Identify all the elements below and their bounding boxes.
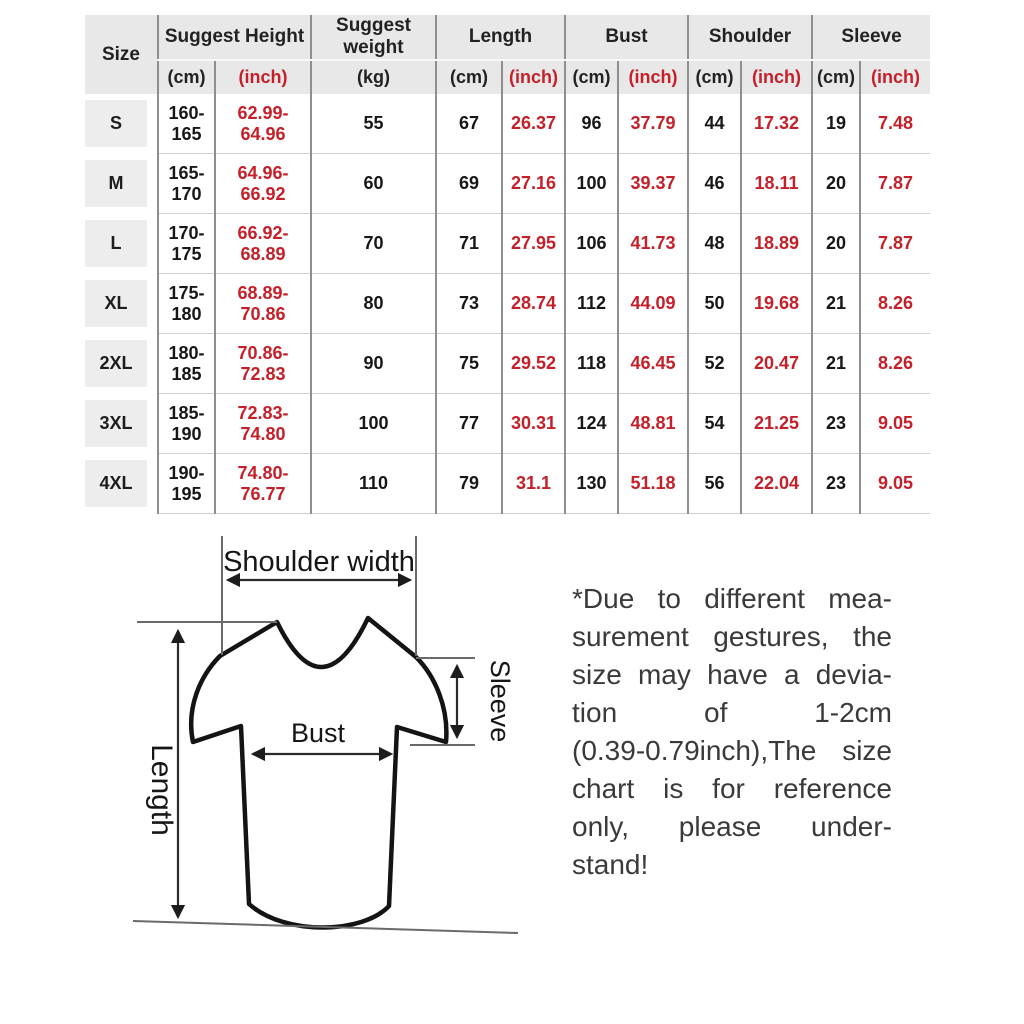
unit-shoulder-inch: (inch): [741, 60, 812, 94]
cell-sleeve-cm: 23: [812, 454, 860, 514]
cell-height-cm: 180-185: [158, 334, 215, 394]
table-row: [85, 154, 930, 214]
cell-bust-inch: 41.73: [618, 214, 688, 274]
col-header-bust: Bust: [565, 15, 688, 60]
cell-shoulder-cm: 48: [688, 214, 741, 274]
bust-label: Bust: [290, 718, 346, 748]
size-table-body: [85, 94, 930, 514]
cell-length-inch: 27.95: [502, 214, 565, 274]
cell-size: [85, 394, 158, 454]
cell-weight-kg: 110: [311, 454, 436, 514]
cell-shoulder-cm: 52: [688, 334, 741, 394]
cell-bust-cm: 118: [565, 334, 618, 394]
table-row: [85, 334, 930, 394]
note-line: size may have a devia-: [572, 659, 892, 690]
cell-length-cm: 69: [436, 154, 502, 214]
table-row: [85, 394, 930, 454]
cell-sleeve-inch: 7.87: [860, 214, 930, 274]
size-chart-table: [85, 15, 930, 514]
cell-height-cm: 175-180: [158, 274, 215, 334]
table-row: [85, 454, 930, 514]
cell-sleeve-inch: 9.05: [860, 454, 930, 514]
unit-sleeve-inch: (inch): [860, 60, 930, 94]
cell-shoulder-inch: 20.47: [741, 334, 812, 394]
length-label: Length: [145, 744, 178, 836]
cell-bust-inch: 44.09: [618, 274, 688, 334]
cell-length-cm: 71: [436, 214, 502, 274]
cell-height-cm: 185-190: [158, 394, 215, 454]
table-row: [85, 214, 930, 274]
cell-size: [85, 274, 158, 334]
cell-shoulder-cm: 46: [688, 154, 741, 214]
unit-sleeve-cm: (cm): [812, 60, 860, 94]
unit-shoulder-cm: (cm): [688, 60, 741, 94]
length-guide-bottom: [133, 921, 518, 933]
measurement-note: [572, 580, 892, 884]
size-chip: M: [85, 160, 147, 207]
cell-height-inch: 74.80-76.77: [215, 454, 311, 514]
col-header-length: Length: [436, 15, 565, 60]
cell-shoulder-cm: 44: [688, 94, 741, 154]
cell-shoulder-cm: 54: [688, 394, 741, 454]
cell-shoulder-inch: 17.32: [741, 94, 812, 154]
cell-weight-kg: 80: [311, 274, 436, 334]
col-header-sleeve: Sleeve: [812, 15, 930, 60]
cell-bust-inch: 46.45: [618, 334, 688, 394]
cell-bust-inch: 37.79: [618, 94, 688, 154]
cell-height-inch: 64.96-66.92: [215, 154, 311, 214]
cell-height-cm: 160-165: [158, 94, 215, 154]
cell-bust-cm: 124: [565, 394, 618, 454]
unit-height-cm: (cm): [158, 60, 215, 94]
cell-shoulder-inch: 22.04: [741, 454, 812, 514]
cell-length-cm: 75: [436, 334, 502, 394]
cell-sleeve-cm: 20: [812, 214, 860, 274]
cell-size: [85, 214, 158, 274]
cell-height-inch: 70.86-72.83: [215, 334, 311, 394]
cell-bust-inch: 51.18: [618, 454, 688, 514]
unit-bust-inch: (inch): [618, 60, 688, 94]
cell-sleeve-inch: 7.48: [860, 94, 930, 154]
cell-bust-cm: 112: [565, 274, 618, 334]
cell-height-cm: 170-175: [158, 214, 215, 274]
cell-length-inch: 28.74: [502, 274, 565, 334]
cell-length-inch: 29.52: [502, 334, 565, 394]
cell-height-cm: 165-170: [158, 154, 215, 214]
note-line: (0.39-0.79inch),The size: [572, 735, 892, 766]
unit-bust-cm: (cm): [565, 60, 618, 94]
col-header-suggest-weight: Suggest weight: [311, 15, 436, 60]
cell-shoulder-inch: 18.89: [741, 214, 812, 274]
note-line: surement gestures, the: [572, 621, 892, 652]
cell-weight-kg: 100: [311, 394, 436, 454]
cell-length-cm: 67: [436, 94, 502, 154]
col-header-shoulder: Shoulder: [688, 15, 812, 60]
col-header-size: Size: [85, 15, 158, 94]
cell-bust-inch: 48.81: [618, 394, 688, 454]
cell-sleeve-cm: 23: [812, 394, 860, 454]
cell-sleeve-cm: 20: [812, 154, 860, 214]
cell-length-inch: 27.16: [502, 154, 565, 214]
note-line: tion of 1-2cm: [572, 697, 892, 728]
size-chip: XL: [85, 280, 147, 327]
cell-bust-cm: 96: [565, 94, 618, 154]
note-line: *Due to different mea-: [572, 583, 892, 614]
cell-bust-cm: 106: [565, 214, 618, 274]
cell-sleeve-inch: 9.05: [860, 394, 930, 454]
cell-shoulder-cm: 50: [688, 274, 741, 334]
unit-height-inch: (inch): [215, 60, 311, 94]
cell-size: [85, 154, 158, 214]
size-chip: 4XL: [85, 460, 147, 507]
cell-sleeve-cm: 19: [812, 94, 860, 154]
cell-sleeve-inch: 8.26: [860, 274, 930, 334]
cell-height-inch: 66.92-68.89: [215, 214, 311, 274]
cell-bust-cm: 130: [565, 454, 618, 514]
cell-length-inch: 26.37: [502, 94, 565, 154]
cell-size: [85, 334, 158, 394]
cell-length-inch: 30.31: [502, 394, 565, 454]
table-row: [85, 94, 930, 154]
cell-size: [85, 94, 158, 154]
cell-length-cm: 79: [436, 454, 502, 514]
unit-length-inch: (inch): [502, 60, 565, 94]
note-line: only, please under-: [572, 811, 892, 842]
size-chip: 2XL: [85, 340, 147, 387]
size-chip: L: [85, 220, 147, 267]
note-line: chart is for reference: [572, 773, 892, 804]
cell-weight-kg: 70: [311, 214, 436, 274]
cell-shoulder-inch: 19.68: [741, 274, 812, 334]
cell-height-cm: 190-195: [158, 454, 215, 514]
col-header-suggest-height: Suggest Height: [158, 15, 311, 60]
note-line: stand!: [572, 849, 649, 880]
cell-weight-kg: 60: [311, 154, 436, 214]
unit-length-cm: (cm): [436, 60, 502, 94]
cell-bust-cm: 100: [565, 154, 618, 214]
cell-length-inch: 31.1: [502, 454, 565, 514]
shoulder-width-label: Shoulder width: [223, 546, 415, 578]
cell-height-inch: 68.89-70.86: [215, 274, 311, 334]
cell-height-inch: 62.99-64.96: [215, 94, 311, 154]
tshirt-measure-diagram: [85, 530, 605, 1000]
size-chip: 3XL: [85, 400, 147, 447]
cell-shoulder-inch: 18.11: [741, 154, 812, 214]
cell-height-inch: 72.83-74.80: [215, 394, 311, 454]
tshirt-outline: [191, 618, 446, 928]
cell-sleeve-inch: 8.26: [860, 334, 930, 394]
size-table-section: [85, 15, 930, 514]
cell-length-cm: 77: [436, 394, 502, 454]
cell-weight-kg: 90: [311, 334, 436, 394]
table-header: [85, 15, 930, 94]
cell-sleeve-cm: 21: [812, 334, 860, 394]
cell-shoulder-cm: 56: [688, 454, 741, 514]
cell-length-cm: 73: [436, 274, 502, 334]
cell-sleeve-cm: 21: [812, 274, 860, 334]
sleeve-label: Sleeve: [485, 659, 515, 743]
cell-bust-inch: 39.37: [618, 154, 688, 214]
cell-size: [85, 454, 158, 514]
unit-weight-kg: (kg): [311, 60, 436, 94]
cell-sleeve-inch: 7.87: [860, 154, 930, 214]
table-row: [85, 274, 930, 334]
cell-shoulder-inch: 21.25: [741, 394, 812, 454]
cell-weight-kg: 55: [311, 94, 436, 154]
size-chip: S: [85, 100, 147, 147]
